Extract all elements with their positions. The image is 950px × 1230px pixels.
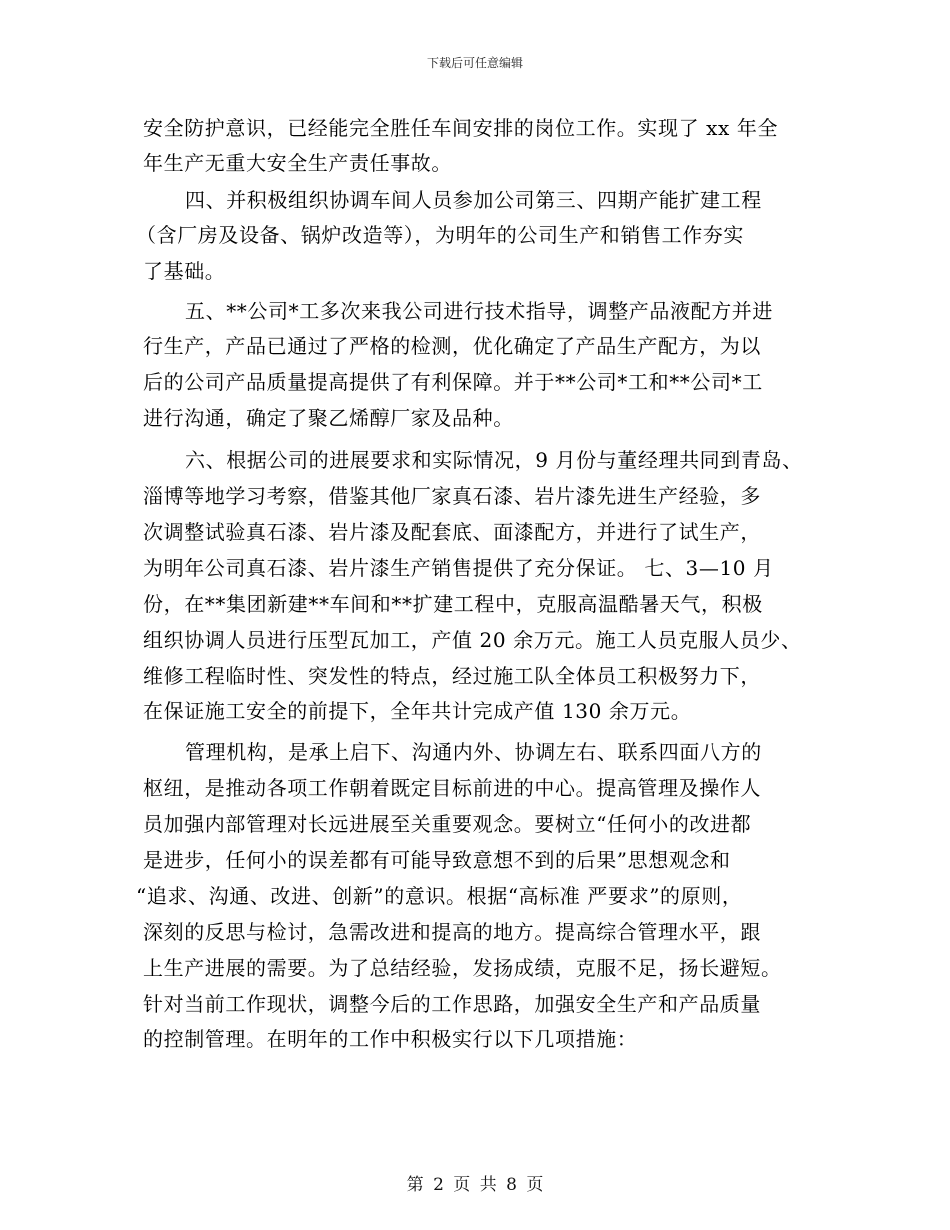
page-header: 下载后可任意编辑 <box>426 56 523 70</box>
text-line: 进行沟通，确定了聚乙烯醇厂家及品种。 <box>143 406 514 430</box>
page-number: 第 2 页 共 8 页 <box>406 1175 544 1195</box>
text-line: “追求、沟通、改进、创新”的意识。根据“高标准 严要求”的原则， <box>136 884 743 908</box>
text-line: 的控制管理。在明年的工作中积极实行以下几项措施： <box>143 1027 638 1051</box>
text-line: 针对当前工作现状，调整今后的工作思路，加强安全生产和产品质量 <box>143 992 761 1016</box>
text-line: 管理机构，是承上启下、沟通内外、协调左右、联系四面八方的 <box>185 740 762 764</box>
text-line: 员加强内部管理对长远进展至关重要观念。要树立“任何小的改进都 <box>143 812 752 836</box>
text-line: 上生产进展的需要。为了总结经验，发扬成绩，克服不足，扬长避短。 <box>143 956 782 980</box>
text-line: 五、**公司*工多次来我公司进行技术指导，调整产品液配方并进 <box>185 299 773 323</box>
text-line: 次调整试验真石漆、岩片漆及配套底、面漆配方，并进行了试生产， <box>143 520 761 544</box>
text-line: 行生产，产品已通过了严格的检测，优化确定了产品生产配方，为以 <box>143 334 761 358</box>
text-line: 安全防护意识，已经能完全胜任车间安排的岗位工作。实现了 xx 年全 <box>143 116 779 140</box>
text-line: 为明年公司真石漆、岩片漆生产销售提供了充分保证。 七、3—10 月 <box>143 556 774 580</box>
text-line: 年生产无重大安全生产责任事故。 <box>143 151 452 175</box>
text-line: 枢纽，是推动各项工作朝着既定目标前进的中心。提高管理及操作人 <box>143 776 761 800</box>
text-line: 组织协调人员进行压型瓦加工，产值 20 余万元。施工人员克服人员少、 <box>143 628 802 652</box>
text-line: 四、并积极组织协调车间人员参加公司第三、四期产能扩建工程 <box>185 188 762 212</box>
text-line: 深刻的反思与检讨，急需改进和提高的地方。提高综合管理水平，跟 <box>143 920 761 944</box>
text-line: 是进步，任何小的误差都有可能导致意想不到的后果”思想观念和 <box>143 848 731 872</box>
text-line: 在保证施工安全的前提下，全年共计完成产值 130 余万元。 <box>143 699 692 723</box>
text-line: 份，在**集团新建**车间和**扩建工程中，克服高温酷暑天气，积极 <box>143 592 763 616</box>
text-line: 了基础。 <box>143 259 226 283</box>
text-line: （含厂房及设备、锅炉改造等），为明年的公司生产和销售工作夯实 <box>136 223 744 247</box>
text-line: 淄博等地学习考察，借鉴其他厂家真石漆、岩片漆先进生产经验，多 <box>143 484 761 508</box>
text-line: 维修工程临时性、突发性的特点，经过施工队全体员工积极努力下， <box>143 664 761 688</box>
text-line: 六、根据公司的进展要求和实际情况，9 月份与董经理共同到青岛、 <box>185 448 803 472</box>
text-line: 后的公司产品质量提高提供了有利保障。并于**公司*工和**公司*工 <box>143 370 763 394</box>
